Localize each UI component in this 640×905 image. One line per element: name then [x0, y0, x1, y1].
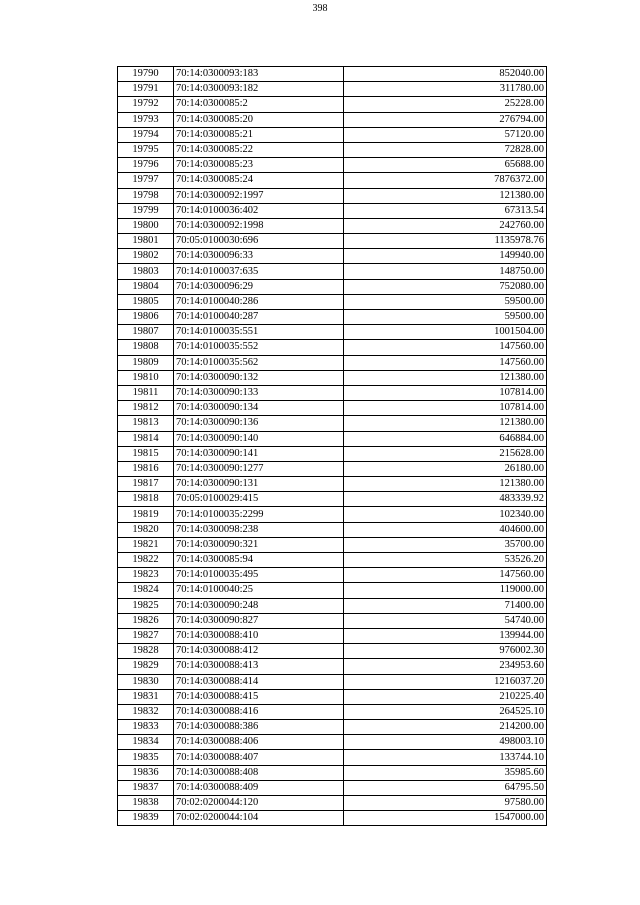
- row-number-cell: 19795: [118, 142, 174, 157]
- cadastral-value-cell: 64795.50: [344, 780, 547, 795]
- cadastral-number-cell: 70:14:0100040:287: [174, 310, 344, 325]
- cadastral-value-cell: 121380.00: [344, 370, 547, 385]
- cadastral-value-cell: 35985.60: [344, 765, 547, 780]
- row-number-cell: 19814: [118, 431, 174, 446]
- row-number-cell: 19801: [118, 234, 174, 249]
- cadastral-number-cell: 70:14:0300092:1997: [174, 188, 344, 203]
- table-row: [118, 158, 547, 173]
- cadastral-number-cell: 70:14:0100035:562: [174, 355, 344, 370]
- table-body: [118, 67, 547, 826]
- table-row: [118, 613, 547, 628]
- cadastral-number-cell: 70:14:0300090:134: [174, 401, 344, 416]
- cadastral-value-cell: 1001504.00: [344, 325, 547, 340]
- table-row: [118, 598, 547, 613]
- cadastral-value-cell: 65688.00: [344, 158, 547, 173]
- table-row: [118, 689, 547, 704]
- table-row: [118, 218, 547, 233]
- row-number-cell: 19831: [118, 689, 174, 704]
- table-row: [118, 704, 547, 719]
- row-number-cell: 19822: [118, 553, 174, 568]
- cadastral-number-cell: 70:14:0300088:413: [174, 659, 344, 674]
- cadastral-value-cell: 1547000.00: [344, 811, 547, 826]
- cadastral-value-cell: 483339.92: [344, 492, 547, 507]
- row-number-cell: 19809: [118, 355, 174, 370]
- row-number-cell: 19811: [118, 385, 174, 400]
- cadastral-number-cell: 70:14:0300090:136: [174, 416, 344, 431]
- cadastral-value-cell: 1216037.20: [344, 674, 547, 689]
- cadastral-number-cell: 70:14:0300096:29: [174, 279, 344, 294]
- row-number-cell: 19834: [118, 735, 174, 750]
- cadastral-value-cell: 97580.00: [344, 796, 547, 811]
- row-number-cell: 19824: [118, 583, 174, 598]
- table-row: [118, 173, 547, 188]
- table-row: [118, 385, 547, 400]
- cadastral-value-cell: 264525.10: [344, 704, 547, 719]
- row-number-cell: 19810: [118, 370, 174, 385]
- table-row: [118, 796, 547, 811]
- row-number-cell: 19836: [118, 765, 174, 780]
- cadastral-number-cell: 70:14:0300096:33: [174, 249, 344, 264]
- row-number-cell: 19817: [118, 477, 174, 492]
- row-number-cell: 19794: [118, 127, 174, 142]
- table-row: [118, 780, 547, 795]
- table-row: [118, 811, 547, 826]
- cadastral-number-cell: 70:14:0300090:140: [174, 431, 344, 446]
- cadastral-value-cell: 67313.54: [344, 203, 547, 218]
- row-number-cell: 19835: [118, 750, 174, 765]
- row-number-cell: 19827: [118, 628, 174, 643]
- row-number-cell: 19825: [118, 598, 174, 613]
- table-row: [118, 461, 547, 476]
- table-row: [118, 234, 547, 249]
- row-number-cell: 19802: [118, 249, 174, 264]
- row-number-cell: 19833: [118, 720, 174, 735]
- cadastral-number-cell: 70:14:0300085:23: [174, 158, 344, 173]
- row-number-cell: 19796: [118, 158, 174, 173]
- cadastral-number-cell: 70:14:0300088:407: [174, 750, 344, 765]
- table-row: [118, 659, 547, 674]
- cadastral-value-cell: 147560.00: [344, 340, 547, 355]
- cadastral-number-cell: 70:14:0300090:248: [174, 598, 344, 613]
- table-row: [118, 522, 547, 537]
- row-number-cell: 19808: [118, 340, 174, 355]
- cadastral-number-cell: 70:14:0300085:21: [174, 127, 344, 142]
- cadastral-value-cell: 119000.00: [344, 583, 547, 598]
- row-number-cell: 19804: [118, 279, 174, 294]
- cadastral-number-cell: 70:14:0300090:131: [174, 477, 344, 492]
- cadastral-value-cell: 35700.00: [344, 537, 547, 552]
- table-row: [118, 553, 547, 568]
- cadastral-value-cell: 59500.00: [344, 294, 547, 309]
- table-row: [118, 492, 547, 507]
- cadastral-value-cell: 57120.00: [344, 127, 547, 142]
- table-row: [118, 310, 547, 325]
- row-number-cell: 19816: [118, 461, 174, 476]
- row-number-cell: 19803: [118, 264, 174, 279]
- cadastral-value-cell: 147560.00: [344, 355, 547, 370]
- row-number-cell: 19832: [118, 704, 174, 719]
- cadastral-value-cell: 852040.00: [344, 67, 547, 82]
- cadastral-number-cell: 70:14:0300088:386: [174, 720, 344, 735]
- cadastral-value-cell: 147560.00: [344, 568, 547, 583]
- cadastral-number-cell: 70:14:0300090:321: [174, 537, 344, 552]
- row-number-cell: 19830: [118, 674, 174, 689]
- cadastral-value-cell: 72828.00: [344, 142, 547, 157]
- table-row: [118, 370, 547, 385]
- cadastral-number-cell: 70:14:0300088:409: [174, 780, 344, 795]
- cadastral-number-cell: 70:14:0100037:635: [174, 264, 344, 279]
- row-number-cell: 19829: [118, 659, 174, 674]
- cadastral-number-cell: 70:14:0300090:133: [174, 385, 344, 400]
- cadastral-value-cell: 498003.10: [344, 735, 547, 750]
- row-number-cell: 19806: [118, 310, 174, 325]
- cadastral-value-cell: 242760.00: [344, 218, 547, 233]
- cadastral-value-cell: 133744.10: [344, 750, 547, 765]
- cadastral-value-cell: 107814.00: [344, 401, 547, 416]
- row-number-cell: 19826: [118, 613, 174, 628]
- cadastral-number-cell: 70:14:0300090:1277: [174, 461, 344, 476]
- table-row: [118, 644, 547, 659]
- cadastral-number-cell: 70:14:0300085:20: [174, 112, 344, 127]
- cadastral-number-cell: 70:14:0300093:183: [174, 67, 344, 82]
- row-number-cell: 19790: [118, 67, 174, 82]
- row-number-cell: 19793: [118, 112, 174, 127]
- row-number-cell: 19791: [118, 82, 174, 97]
- table-row: [118, 446, 547, 461]
- cadastral-value-cell: 404600.00: [344, 522, 547, 537]
- cadastral-number-cell: 70:14:0300088:415: [174, 689, 344, 704]
- row-number-cell: 19839: [118, 811, 174, 826]
- cadastral-number-cell: 70:14:0300088:416: [174, 704, 344, 719]
- table-row: [118, 735, 547, 750]
- cadastral-value-cell: 214200.00: [344, 720, 547, 735]
- cadastral-number-cell: 70:02:0200044:104: [174, 811, 344, 826]
- row-number-cell: 19792: [118, 97, 174, 112]
- cadastral-value-cell: 752080.00: [344, 279, 547, 294]
- table-row: [118, 416, 547, 431]
- cadastral-value-cell: 121380.00: [344, 188, 547, 203]
- cadastral-value-cell: 59500.00: [344, 310, 547, 325]
- cadastral-value-cell: 234953.60: [344, 659, 547, 674]
- cadastral-value-cell: 139944.00: [344, 628, 547, 643]
- row-number-cell: 19812: [118, 401, 174, 416]
- cadastral-number-cell: 70:14:0100035:495: [174, 568, 344, 583]
- table-row: [118, 188, 547, 203]
- table-row: [118, 401, 547, 416]
- cadastral-value-cell: 121380.00: [344, 477, 547, 492]
- cadastral-value-cell: 976002.30: [344, 644, 547, 659]
- row-number-cell: 19823: [118, 568, 174, 583]
- cadastral-number-cell: 70:14:0300088:412: [174, 644, 344, 659]
- table-row: [118, 583, 547, 598]
- cadastral-value-cell: 102340.00: [344, 507, 547, 522]
- row-number-cell: 19799: [118, 203, 174, 218]
- page-number: 398: [312, 3, 328, 14]
- table-row: [118, 112, 547, 127]
- cadastral-number-cell: 70:14:0300088:414: [174, 674, 344, 689]
- cadastral-number-cell: 70:14:0100035:551: [174, 325, 344, 340]
- cadastral-value-cell: 148750.00: [344, 264, 547, 279]
- row-number-cell: 19800: [118, 218, 174, 233]
- cadastral-number-cell: 70:14:0300090:132: [174, 370, 344, 385]
- cadastral-value-cell: 311780.00: [344, 82, 547, 97]
- table-row: [118, 628, 547, 643]
- table-row: [118, 264, 547, 279]
- cadastral-number-cell: 70:14:0300085:24: [174, 173, 344, 188]
- cadastral-value-cell: 7876372.00: [344, 173, 547, 188]
- table-row: [118, 279, 547, 294]
- row-number-cell: 19821: [118, 537, 174, 552]
- cadastral-number-cell: 70:14:0100040:286: [174, 294, 344, 309]
- table-row: [118, 67, 547, 82]
- cadastral-number-cell: 70:14:0300093:182: [174, 82, 344, 97]
- cadastral-value-cell: 71400.00: [344, 598, 547, 613]
- cadastral-number-cell: 70:14:0300085:94: [174, 553, 344, 568]
- cadastral-number-cell: 70:14:0300085:2: [174, 97, 344, 112]
- table-row: [118, 82, 547, 97]
- row-number-cell: 19805: [118, 294, 174, 309]
- table-row: [118, 568, 547, 583]
- cadastral-number-cell: 70:14:0300098:238: [174, 522, 344, 537]
- row-number-cell: 19838: [118, 796, 174, 811]
- cadastral-number-cell: 70:14:0300088:408: [174, 765, 344, 780]
- cadastral-number-cell: 70:05:0100030:696: [174, 234, 344, 249]
- cadastral-value-cell: 646884.00: [344, 431, 547, 446]
- table-row: [118, 127, 547, 142]
- cadastral-value-cell: 149940.00: [344, 249, 547, 264]
- cadastral-value-cell: 215628.00: [344, 446, 547, 461]
- cadastral-number-cell: 70:14:0100035:2299: [174, 507, 344, 522]
- table-row: [118, 537, 547, 552]
- cadastral-number-cell: 70:14:0100035:552: [174, 340, 344, 355]
- table-row: [118, 674, 547, 689]
- cadastral-number-cell: 70:14:0300085:22: [174, 142, 344, 157]
- table-row: [118, 97, 547, 112]
- cadastral-number-cell: 70:14:0300090:827: [174, 613, 344, 628]
- row-number-cell: 19813: [118, 416, 174, 431]
- table-row: [118, 325, 547, 340]
- table-row: [118, 355, 547, 370]
- table-row: [118, 340, 547, 355]
- cadastral-value-cell: 53526.20: [344, 553, 547, 568]
- cadastral-value-table: [117, 66, 547, 826]
- table-row: [118, 203, 547, 218]
- cadastral-value-cell: 107814.00: [344, 385, 547, 400]
- cadastral-number-cell: 70:05:0100029:415: [174, 492, 344, 507]
- table-row: [118, 720, 547, 735]
- cadastral-value-cell: 54740.00: [344, 613, 547, 628]
- table-row: [118, 294, 547, 309]
- table-row: [118, 477, 547, 492]
- cadastral-number-cell: 70:14:0100040:25: [174, 583, 344, 598]
- row-number-cell: 19818: [118, 492, 174, 507]
- cadastral-number-cell: 70:14:0300088:406: [174, 735, 344, 750]
- row-number-cell: 19798: [118, 188, 174, 203]
- cadastral-number-cell: 70:14:0300092:1998: [174, 218, 344, 233]
- cadastral-number-cell: 70:14:0300090:141: [174, 446, 344, 461]
- table-row: [118, 431, 547, 446]
- table-row: [118, 750, 547, 765]
- table-row: [118, 142, 547, 157]
- cadastral-value-cell: 276794.00: [344, 112, 547, 127]
- row-number-cell: 19797: [118, 173, 174, 188]
- row-number-cell: 19820: [118, 522, 174, 537]
- row-number-cell: 19807: [118, 325, 174, 340]
- cadastral-number-cell: 70:02:0200044:120: [174, 796, 344, 811]
- cadastral-value-cell: 121380.00: [344, 416, 547, 431]
- cadastral-number-cell: 70:14:0300088:410: [174, 628, 344, 643]
- row-number-cell: 19819: [118, 507, 174, 522]
- table-row: [118, 765, 547, 780]
- cadastral-value-cell: 210225.40: [344, 689, 547, 704]
- row-number-cell: 19828: [118, 644, 174, 659]
- row-number-cell: 19815: [118, 446, 174, 461]
- row-number-cell: 19837: [118, 780, 174, 795]
- cadastral-value-cell: 26180.00: [344, 461, 547, 476]
- cadastral-number-cell: 70:14:0100036:402: [174, 203, 344, 218]
- table-row: [118, 507, 547, 522]
- cadastral-value-cell: 1135978.76: [344, 234, 547, 249]
- table-row: [118, 249, 547, 264]
- cadastral-value-cell: 25228.00: [344, 97, 547, 112]
